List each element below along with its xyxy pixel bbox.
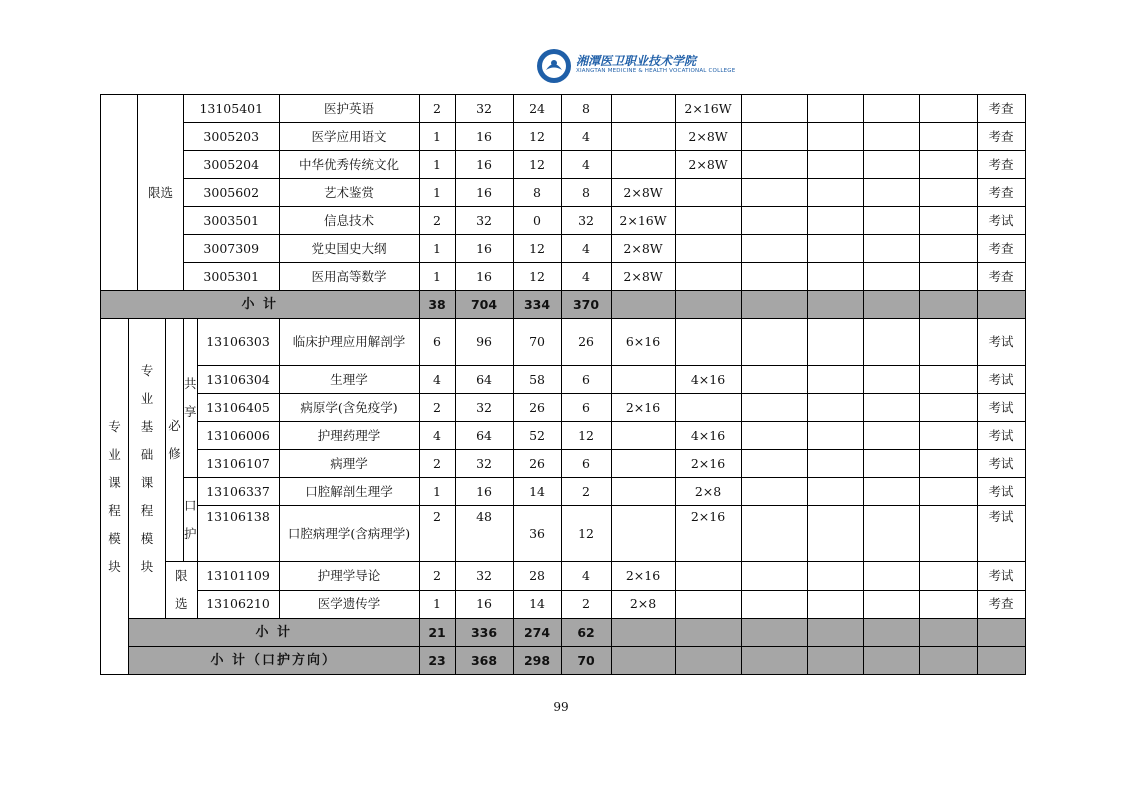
- semester-2: [675, 235, 741, 263]
- course-code: 3005602: [184, 179, 280, 207]
- subtotal-total: 336: [455, 619, 513, 647]
- course-code: 3005203: [184, 123, 280, 151]
- course-name: 口腔解剖生理学: [279, 478, 419, 506]
- subtotal-theory: 334: [513, 291, 561, 319]
- semester-1: [611, 151, 675, 179]
- course-name: 临床护理应用解剖学: [279, 319, 419, 366]
- subtotal-practice: 370: [561, 291, 611, 319]
- semester-1: 2×8W: [611, 235, 675, 263]
- total-hours: 16: [455, 123, 513, 151]
- empty-module-cell: [101, 95, 138, 291]
- theory-hours: 14: [513, 590, 561, 619]
- semester-1: [611, 123, 675, 151]
- practice-hours: 6: [561, 366, 611, 394]
- total-hours: 32: [455, 450, 513, 478]
- exam-type: 考查: [977, 263, 1025, 291]
- semester-1: [611, 422, 675, 450]
- total-hours: 32: [455, 95, 513, 123]
- course-name: 医护英语: [279, 95, 419, 123]
- credit: 2: [419, 562, 455, 591]
- course-code: 13105401: [184, 95, 280, 123]
- course-code: 13106303: [197, 319, 279, 366]
- course-name: 病理学: [279, 450, 419, 478]
- practice-hours: 32: [561, 207, 611, 235]
- practice-hours: 8: [561, 95, 611, 123]
- subtotal-credit: 23: [419, 647, 455, 675]
- course-name: 护理学导论: [279, 562, 419, 591]
- subtotal-theory: 298: [513, 647, 561, 675]
- semester-2: [675, 319, 741, 366]
- theory-hours: 58: [513, 366, 561, 394]
- exam-type: 考试: [977, 366, 1025, 394]
- practice-hours: 4: [561, 123, 611, 151]
- semester-1: 2×16: [611, 562, 675, 591]
- semester-1: [611, 478, 675, 506]
- theory-hours: 24: [513, 95, 561, 123]
- college-logo-header: [536, 46, 736, 86]
- semester-2: [675, 394, 741, 422]
- semester-2: 4×16: [675, 366, 741, 394]
- exam-type: 考试: [977, 450, 1025, 478]
- exam-type: 考查: [977, 590, 1025, 619]
- semester-2: 4×16: [675, 422, 741, 450]
- course-code: 3007309: [184, 235, 280, 263]
- course-code: 13106138: [197, 506, 279, 562]
- course-name: 病原学(含免疫学): [279, 394, 419, 422]
- exam-type: 考试: [977, 207, 1025, 235]
- practice-hours: 6: [561, 450, 611, 478]
- credit: 1: [419, 263, 455, 291]
- subtotal-total: 704: [455, 291, 513, 319]
- semester-2: 2×16W: [675, 95, 741, 123]
- total-hours: 16: [455, 478, 513, 506]
- subtotal-row: [101, 291, 1026, 319]
- theory-hours: 70: [513, 319, 561, 366]
- semester-1: 6×16: [611, 319, 675, 366]
- course-code: 3005301: [184, 263, 280, 291]
- practice-hours: 6: [561, 394, 611, 422]
- credit: 2: [419, 450, 455, 478]
- credit: 1: [419, 235, 455, 263]
- course-code: 13101109: [197, 562, 279, 591]
- semester-1: [611, 506, 675, 562]
- theory-hours: 12: [513, 235, 561, 263]
- semester-2: [675, 207, 741, 235]
- semester-2: [675, 590, 741, 619]
- subtotal-credit: 38: [419, 291, 455, 319]
- semester-2: 2×16: [675, 450, 741, 478]
- credit: 4: [419, 422, 455, 450]
- practice-hours: 12: [561, 506, 611, 562]
- credit: 2: [419, 95, 455, 123]
- course-code: 13106304: [197, 366, 279, 394]
- credit: 1: [419, 590, 455, 619]
- credit: 1: [419, 151, 455, 179]
- course-name: 中华优秀传统文化: [279, 151, 419, 179]
- theory-hours: 28: [513, 562, 561, 591]
- semester-1: 2×16W: [611, 207, 675, 235]
- module-label: 专 业 课 程 模 块: [101, 319, 129, 675]
- total-hours: 32: [455, 562, 513, 591]
- practice-hours: 12: [561, 422, 611, 450]
- restricted-elective-label: 限 选: [166, 562, 198, 619]
- shared-label: 共 享: [184, 319, 198, 478]
- course-name: 口腔病理学(含病理学): [279, 506, 419, 562]
- credit: 1: [419, 179, 455, 207]
- semester-1: [611, 366, 675, 394]
- semester-2: 2×16: [675, 506, 741, 562]
- total-hours: 16: [455, 179, 513, 207]
- theory-hours: 36: [513, 506, 561, 562]
- course-name: 医用高等数学: [279, 263, 419, 291]
- course-name: 医学遗传学: [279, 590, 419, 619]
- total-hours: 32: [455, 207, 513, 235]
- subtotal-theory: 274: [513, 619, 561, 647]
- subtotal-oral-label: 小 计（口护方向）: [129, 647, 420, 675]
- subtotal-practice: 70: [561, 647, 611, 675]
- semester-1: 2×8W: [611, 263, 675, 291]
- theory-hours: 12: [513, 263, 561, 291]
- required-label: 必 修: [166, 319, 184, 562]
- semester-1: [611, 450, 675, 478]
- semester-1: 2×16: [611, 394, 675, 422]
- total-hours: 64: [455, 366, 513, 394]
- theory-hours: 0: [513, 207, 561, 235]
- theory-hours: 12: [513, 123, 561, 151]
- practice-hours: 4: [561, 151, 611, 179]
- course-code: 13106337: [197, 478, 279, 506]
- exam-type: 考查: [977, 151, 1025, 179]
- credit: 2: [419, 506, 455, 562]
- total-hours: 16: [455, 590, 513, 619]
- semester-2: 2×8W: [675, 151, 741, 179]
- semester-2: [675, 562, 741, 591]
- practice-hours: 2: [561, 590, 611, 619]
- basic-course-label: 专 业 基 础 课 程 模 块: [129, 319, 166, 619]
- semester-1: [611, 95, 675, 123]
- exam-type: 考试: [977, 422, 1025, 450]
- credit: 1: [419, 478, 455, 506]
- credit: 6: [419, 319, 455, 366]
- subtotal-row: [101, 619, 1026, 647]
- semester-1: 2×8: [611, 590, 675, 619]
- practice-hours: 4: [561, 263, 611, 291]
- elective-section: [101, 95, 1026, 319]
- subtotal-practice: 62: [561, 619, 611, 647]
- practice-hours: 4: [561, 562, 611, 591]
- page-number: 99: [553, 700, 569, 714]
- semester-2: [675, 179, 741, 207]
- subtotal-oral-row: [101, 647, 1026, 675]
- exam-type: 考试: [977, 506, 1025, 562]
- practice-hours: 8: [561, 179, 611, 207]
- course-name: 医学应用语文: [279, 123, 419, 151]
- college-name-en: XIANGTAN MEDICINE & HEALTH VOCATIONAL COLLEGE: [576, 68, 736, 74]
- course-name: 党史国史大纲: [279, 235, 419, 263]
- exam-type: 考试: [977, 478, 1025, 506]
- course-name: 艺术鉴赏: [279, 179, 419, 207]
- semester-1: 2×8W: [611, 179, 675, 207]
- total-hours: 16: [455, 235, 513, 263]
- total-hours: 32: [455, 394, 513, 422]
- theory-hours: 26: [513, 450, 561, 478]
- college-emblem-icon: [536, 48, 572, 84]
- exam-type: 考查: [977, 95, 1025, 123]
- elective-group-label: 限选: [138, 95, 184, 291]
- total-hours: 96: [455, 319, 513, 366]
- exam-type: 考试: [977, 319, 1025, 366]
- semester-2: [675, 263, 741, 291]
- credit: 2: [419, 394, 455, 422]
- course-code: 13106006: [197, 422, 279, 450]
- theory-hours: 26: [513, 394, 561, 422]
- college-name-cn: 湘潭医卫职业技术学院: [576, 54, 697, 68]
- course-code: 13106210: [197, 590, 279, 619]
- total-hours: 16: [455, 263, 513, 291]
- theory-hours: 8: [513, 179, 561, 207]
- course-code: 13106405: [197, 394, 279, 422]
- practice-hours: 4: [561, 235, 611, 263]
- course-code: 3005204: [184, 151, 280, 179]
- course-table: [100, 94, 1026, 675]
- theory-hours: 52: [513, 422, 561, 450]
- total-hours: 48: [455, 506, 513, 562]
- theory-hours: 12: [513, 151, 561, 179]
- course-name: 信息技术: [279, 207, 419, 235]
- credit: 4: [419, 366, 455, 394]
- credit: 1: [419, 123, 455, 151]
- course-name: 护理药理学: [279, 422, 419, 450]
- total-hours: 16: [455, 151, 513, 179]
- subtotal-label: 小 计: [129, 619, 420, 647]
- subtotal-label: 小 计: [101, 291, 420, 319]
- practice-hours: 2: [561, 478, 611, 506]
- exam-type: 考查: [977, 123, 1025, 151]
- semester-2: 2×8: [675, 478, 741, 506]
- total-hours: 64: [455, 422, 513, 450]
- subtotal-total: 368: [455, 647, 513, 675]
- course-name: 生理学: [279, 366, 419, 394]
- professional-section: [101, 319, 1026, 675]
- course-code: 3003501: [184, 207, 280, 235]
- theory-hours: 14: [513, 478, 561, 506]
- credit: 2: [419, 207, 455, 235]
- exam-type: 考试: [977, 394, 1025, 422]
- practice-hours: 26: [561, 319, 611, 366]
- semester-2: 2×8W: [675, 123, 741, 151]
- oral-nursing-label: 口 护: [184, 478, 198, 562]
- exam-type: 考查: [977, 235, 1025, 263]
- exam-type: 考查: [977, 179, 1025, 207]
- subtotal-credit: 21: [419, 619, 455, 647]
- exam-type: 考试: [977, 562, 1025, 591]
- course-code: 13106107: [197, 450, 279, 478]
